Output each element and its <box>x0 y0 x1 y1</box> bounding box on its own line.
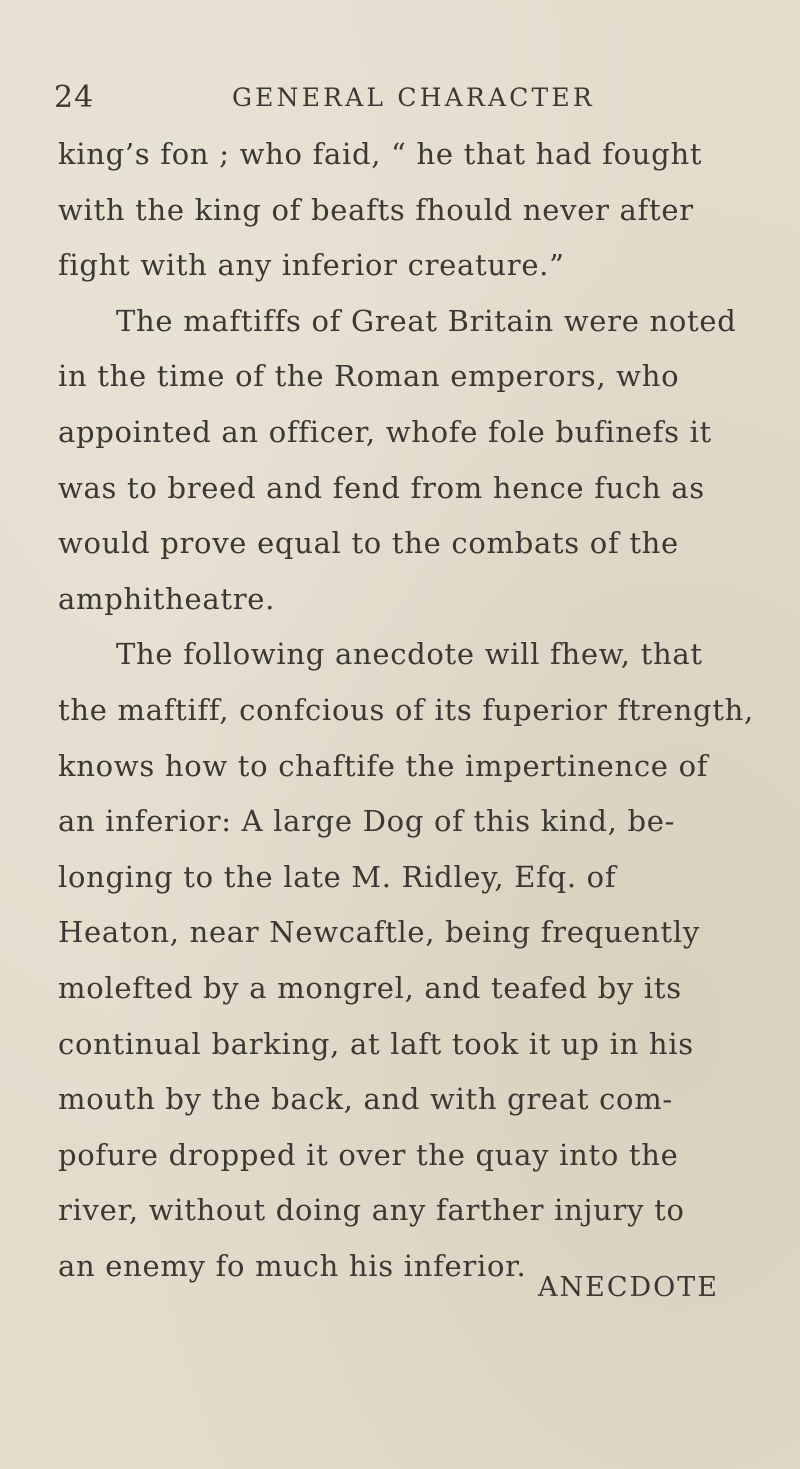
paragraph-start-line: The maftiffs of Great Britain were noted <box>116 303 737 338</box>
text-line: king’s fon ; who faid, “ he that had fought <box>58 137 703 171</box>
text-line: continual barking, at laft took it up in his <box>58 1026 694 1061</box>
running-head <box>54 80 754 124</box>
page-number: 24 <box>54 80 95 115</box>
text-line: amphitheatre. <box>58 581 276 616</box>
text-line: molefted by a mongrel, and teafed by its <box>58 970 682 1005</box>
text-line: would prove equal to the combats of the <box>58 526 679 561</box>
text-line: an inferior: A large Dog of this kind, be- <box>58 804 676 839</box>
text-line: was to breed and fend from hence fuch as <box>58 470 705 505</box>
text-line: river, without doing any farther injury to <box>58 1193 685 1228</box>
paragraph-start-line: The following anecdote will fhew, that <box>116 637 703 672</box>
running-title: GENERAL CHARACTER <box>232 83 595 112</box>
text-line: the maftiff, confcious of its fuperior ftrength, <box>58 692 754 727</box>
text-line: in the time of the Roman emperors, who <box>58 359 680 394</box>
body-text <box>58 127 800 1294</box>
text-line: knows how to chaftife the impertinence of <box>58 748 709 783</box>
text-line: with the king of beafts fhould never after <box>58 192 694 227</box>
text-line: mouth by the back, and with great com- <box>58 1082 673 1117</box>
text-line: fight with any inferior creature.” <box>58 248 565 283</box>
text-line: longing to the late M. Ridley, Efq. of <box>58 859 617 894</box>
text-line: pofure dropped it over the quay into the <box>58 1137 679 1172</box>
text-line: Heaton, near Newcaftle, being frequently <box>58 915 700 950</box>
text-line: appointed an officer, whofe fole bufinefs it <box>58 414 712 449</box>
text-line: an enemy fo much his inferior. <box>58 1248 527 1283</box>
catchword: ANECDOTE <box>538 1272 719 1303</box>
